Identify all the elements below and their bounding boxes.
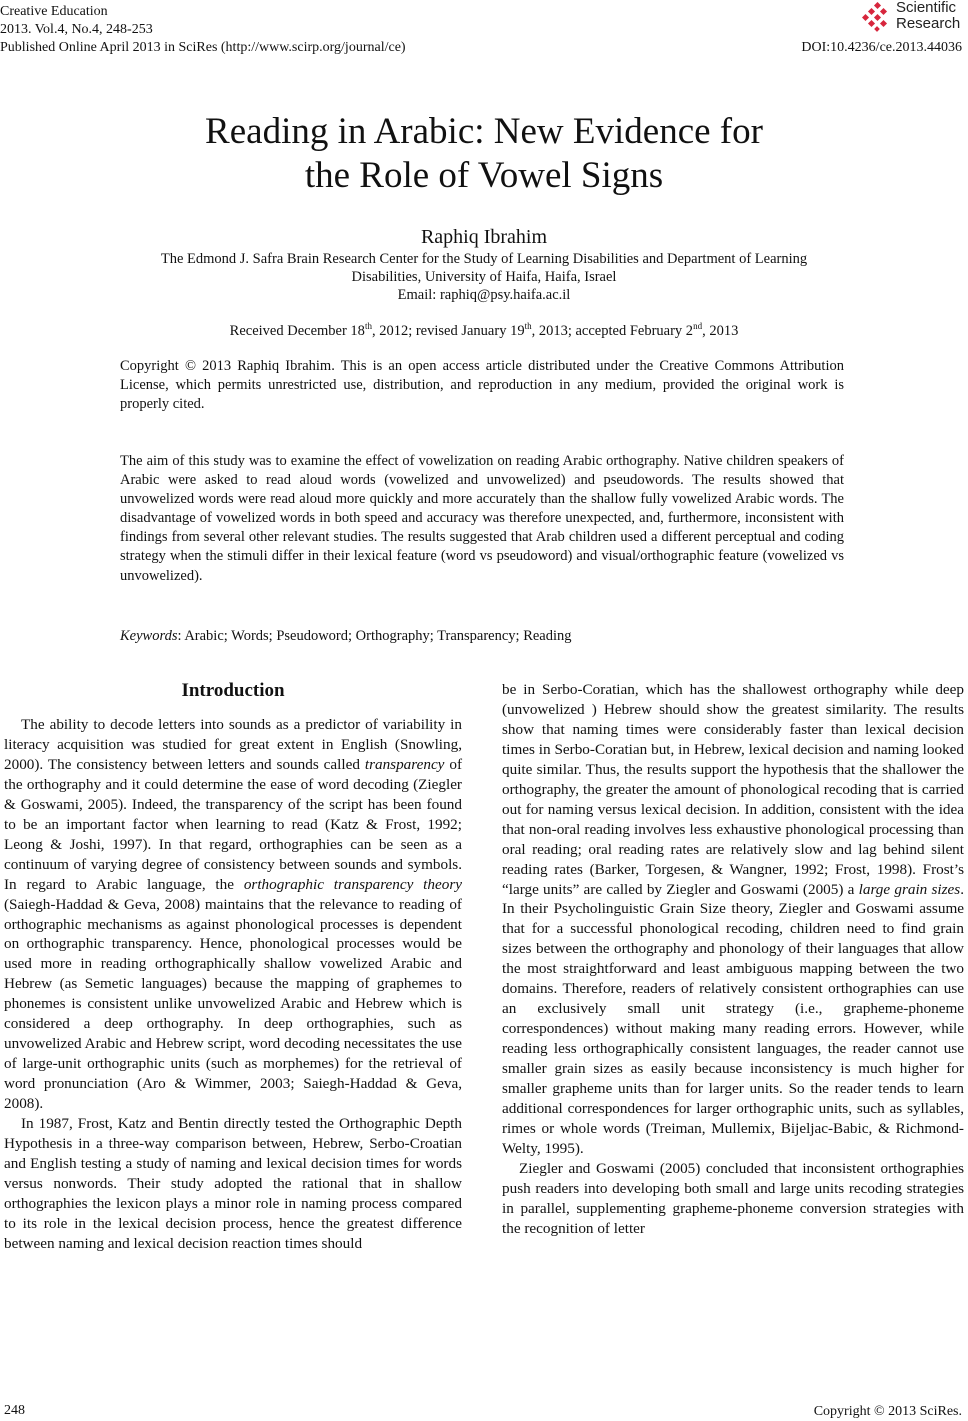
affiliation-line1: The Edmond J. Safra Brain Research Center for the Study of Learning Disabilities and Department of Learning — [160, 251, 808, 267]
publication-info: Published Online April 2013 in SciRes (http://www.scirp.org/journal/ce) — [0, 40, 406, 55]
abstract: The aim of this study was to examine the effect of vowelization on reading Arabic orthography. Native children speakers of Arabic were asked to read aloud words (vowelized and unvowelized) and pseudowords. The results showed that unvowelized words were read aloud more quickly and more accurately than the shallow fully vowelized Arabic words. The disadvantage of vowelized words in both speed and accuracy was therefore unexpected, and, furthermore, inconsistent with findings from several other relevant studies. The results suggested that Arab children used a different perceptual and coding strategy when the stimuli differ in their lexical feature (word vs pseudoword) and visual/orthographic feature (vowelized vs unvowelized). — [120, 453, 844, 584]
keywords — [120, 627, 844, 646]
section-heading-introduction: Introduction — [181, 680, 285, 701]
journal-volume: 2013. Vol.4, No.4, 248-253 — [0, 22, 153, 37]
paper-title-line2: the Role of Vowel Signs — [304, 155, 664, 196]
author-name: Raphiq Ibrahim — [420, 226, 548, 248]
publisher-name-line1: Scientific — [896, 0, 957, 16]
paragraph: The ability to decode letters into sounds as a predictor of variability in literacy acquisition was studied for great extent in English (Snowling, 2000). The consistency between letters and sounds called transparency of the orthography and it could determine the ease of word decoding (Ziegler & Goswami, 2005). Indeed, the transparency of the script has been found to be an important factor when learning to read (Katz & Frost, 1992; Leong & Joshi, 1997). In that regard, orthographies can be seen as a continuum of varying degree of consistency between sounds and symbols. In regard to Arabic language, the orthographic transparency theory (Saiegh-Haddad & Geva, 2008) maintains that the relevance to reading of orthographic mechanisms as against phonological processes is dependent on orthographic transparency. Hence, phonological processes would be used more in reading orthographically shallow vowelized Arabic and Hebrew (as Semetic languages) because the mapping of graphemes to phonemes is consistent unlike unvowelized Arabic and Hebrew which is considered a deep orthography. In deep orthographies, such as unvowelized Arabic and Hebrew script, word decoding necessitates the use of large-unit orthographic units (such as morphemes) for the retrieval of word pronunciation (Aro & Wimmer, 2003; Saiegh-Haddad & Geva, 2008). — [4, 716, 463, 1113]
page-number: 248 — [4, 1403, 25, 1418]
paragraph: In 1987, Frost, Katz and Bentin directly tested the Orthographic Depth Hypothesis in a three-way comparison between, Hebrew, Serbo-Croatian and English testing a study of naming and lexical decision times for words versus nonwords. Their study adopted the rational that in shallow orthographies the lexicon plays a minor role in naming process compared to its role in the lexical decision process, hence the greatest difference between naming and lexical decision reaction times should — [4, 1115, 462, 1252]
journal-name: Creative Education — [0, 4, 108, 19]
affiliation-line2: Disabilities, University of Haifa, Haifa, Israel — [351, 269, 617, 285]
copyright-notice: Copyright © 2013 Raphiq Ibrahim. This is an open access article distributed under the Creative Commons Attribution License, which permits unrestricted use, distribution, and reproduction in any medium, provided the original work is properly cited. — [120, 358, 844, 413]
publisher-logo — [862, 0, 962, 36]
body-column-left — [4, 680, 462, 1254]
keywords-label: Keywords — [120, 628, 178, 644]
keywords-text: : Arabic; Words; Pseudoword; Orthography; Transparency; Reading — [177, 628, 572, 644]
paper-title-line1: Reading in Arabic: New Evidence for — [205, 111, 763, 152]
publisher-logo-icon — [862, 2, 892, 32]
paragraph: be in Serbo-Coratian, which has the shallowest orthography while deep (unvowelized ) Hebrew should show the greatest similarity. The results show that naming times were considerably faster than lexical decision times in Serbo-Coratian but, in Hebrew, lexical decision and naming looked quite similar. Thus, the results support the hypothesis that the shallower the orthography, the greater the amount of phonological recoding that is carried out for naming versus lexical decision. In addition, consistent with the idea that non-oral reading involves less exhaustive phonological processing than oral reading; oral reading rates are relatively slow and lag behind silent reading rates (Barker, Torgesen, & Wangner, 1992; Frost, 1998). Frost’s “large units” are called by Ziegler and Goswami (2005) a large grain sizes. In their Psycholinguistic Grain Size theory, Ziegler and Goswami assume that for a successful phonological recoding, children need to find grain sizes between the orthography and phonology of their languages that allow the most straightforward and least ambiguous mapping between the two domains. Therefore, readers of relatively consistent orthographies can use an exclusively small unit strategy (i.e., grapheme-phoneme correspondences) without making many reading errors. However, while reading less orthographically consistent languages, the reader cannot use smaller grain sizes as easily because inconsistency is much higher for smaller grapheme units than for larger units. So the reader tends to learn additional correspondences for larger orthographic units, such as syllables, rimes or whole words (Treiman, Mullemix, Bijeljac-Babic, & Richmond-Welty, 1995). — [502, 681, 964, 1157]
received-dates: Received December 18th, 2012; revised January 19th, 2013; accepted February 2nd, 2013 — [229, 321, 739, 339]
doi: DOI:10.4236/ce.2013.44036 — [801, 40, 962, 55]
author-email: Email: raphiq@psy.haifa.ac.il — [397, 287, 571, 303]
footer-copyright: Copyright © 2013 SciRes. — [813, 1404, 962, 1419]
paragraph: Ziegler and Goswami (2005) concluded that inconsistent orthographies push readers into developing both small and large units recoding strategies in parallel, supplementing grapheme-phoneme conversion strategies with the recognition of letter — [502, 1159, 964, 1237]
body-column-right — [502, 680, 964, 1239]
publisher-name-line2: Research — [896, 15, 961, 32]
paper-title — [0, 110, 968, 198]
